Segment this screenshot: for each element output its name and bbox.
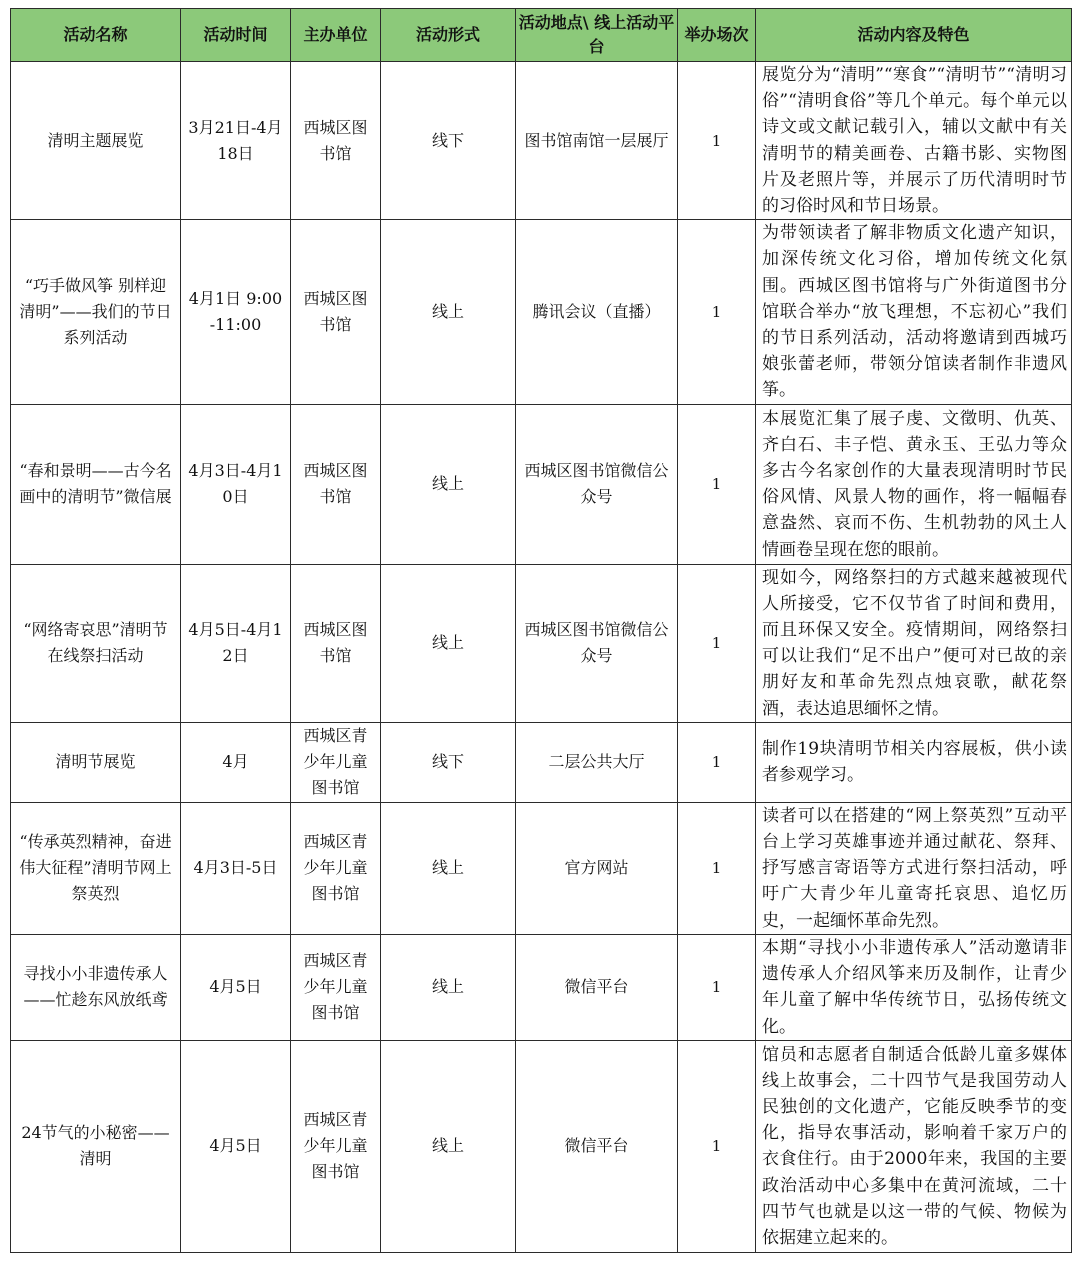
cell-content: 现如今，网络祭扫的方式越来越被现代人所接受，它不仅节省了时间和费用，而且环保又安全。疫情期间，网络祭扫可以让我们“足不出户”便可对已故的亲朋好友和革命先烈点烛哀歌，献花祭酒，表达追思缅怀之情。 bbox=[756, 564, 1072, 722]
cell-format: 线下 bbox=[381, 722, 516, 802]
header-location: 活动地点\ 线上活动平台 bbox=[516, 9, 678, 62]
cell-name: “春和景明——古今名画中的清明节”微信展 bbox=[11, 404, 181, 564]
cell-content: 为带领读者了解非物质文化遗产知识，加深传统文化习俗，增加传统文化氛围。西城区图书馆将与广外街道图书分馆联合举办“放飞理想，不忘初心”我们的节日系列活动，活动将邀请到西城巧娘张蕾老师，带领分馆读者制作非遗风筝。 bbox=[756, 220, 1072, 404]
header-format: 活动形式 bbox=[381, 9, 516, 62]
table-row bbox=[11, 1040, 1072, 1252]
header-count: 举办场次 bbox=[678, 9, 756, 62]
cell-format: 线上 bbox=[381, 934, 516, 1040]
header-organizer: 主办单位 bbox=[291, 9, 381, 62]
cell-content: 馆员和志愿者自制适合低龄儿童多媒体线上故事会，二十四节气是我国劳动人民独创的文化遗产，它能反映季节的变化，指导农事活动，影响着千家万户的衣食住行。由于2000年来，我国的主要政治活动中心多集中在黄河流域，二十四节气也就是以这一带的气候、物候为依据建立起来的。 bbox=[756, 1040, 1072, 1252]
cell-time: 4月5日-4月12日 bbox=[181, 564, 291, 722]
cell-time: 4月5日 bbox=[181, 934, 291, 1040]
table-row bbox=[11, 564, 1072, 722]
cell-organizer: 西城区图书馆 bbox=[291, 564, 381, 722]
cell-time: 3月21日-4月18日 bbox=[181, 62, 291, 220]
cell-format: 线上 bbox=[381, 802, 516, 934]
activity-table-container bbox=[10, 8, 1072, 1253]
table-row bbox=[11, 802, 1072, 934]
cell-time: 4月3日-4月10日 bbox=[181, 404, 291, 564]
cell-name: 寻找小小非遗传承人——忙趁东风放纸鸢 bbox=[11, 934, 181, 1040]
cell-location: 官方网站 bbox=[516, 802, 678, 934]
header-time: 活动时间 bbox=[181, 9, 291, 62]
cell-organizer: 西城区图书馆 bbox=[291, 404, 381, 564]
cell-location: 图书馆南馆一层展厅 bbox=[516, 62, 678, 220]
cell-organizer: 西城区青少年儿童图书馆 bbox=[291, 722, 381, 802]
table-row bbox=[11, 62, 1072, 220]
cell-name: 24节气的小秘密——清明 bbox=[11, 1040, 181, 1252]
cell-content: 读者可以在搭建的“网上祭英烈”互动平台上学习英雄事迹并通过献花、祭拜、抒写感言寄语等方式进行祭扫活动，呼吁广大青少年儿童寄托哀思、追忆历史，一起缅怀革命先烈。 bbox=[756, 802, 1072, 934]
cell-name: 清明节展览 bbox=[11, 722, 181, 802]
cell-content: 本期“寻找小小非遗传承人”活动邀请非遗传承人介绍风筝来历及制作，让青少年儿童了解中华传统节日，弘扬传统文化。 bbox=[756, 934, 1072, 1040]
table-row bbox=[11, 722, 1072, 802]
cell-location: 腾讯会议（直播） bbox=[516, 220, 678, 404]
cell-format: 线下 bbox=[381, 62, 516, 220]
cell-location: 西城区图书馆微信公众号 bbox=[516, 564, 678, 722]
cell-count: 1 bbox=[678, 564, 756, 722]
cell-format: 线上 bbox=[381, 220, 516, 404]
cell-count: 1 bbox=[678, 62, 756, 220]
cell-format: 线上 bbox=[381, 1040, 516, 1252]
cell-count: 1 bbox=[678, 802, 756, 934]
cell-name: “传承英烈精神，奋进伟大征程”清明节网上祭英烈 bbox=[11, 802, 181, 934]
cell-count: 1 bbox=[678, 934, 756, 1040]
cell-time: 4月1日 9:00-11:00 bbox=[181, 220, 291, 404]
cell-format: 线上 bbox=[381, 404, 516, 564]
cell-content: 本展览汇集了展子虔、文徵明、仇英、齐白石、丰子恺、黄永玉、王弘力等众多古今名家创作的大量表现清明时节民俗风情、风景人物的画作，将一幅幅春意盎然、哀而不伤、生机勃勃的风土人情画卷呈现在您的眼前。 bbox=[756, 404, 1072, 564]
table-row bbox=[11, 934, 1072, 1040]
table-row bbox=[11, 220, 1072, 404]
cell-organizer: 西城区图书馆 bbox=[291, 220, 381, 404]
cell-content: 展览分为“清明”“寒食”“清明节”“清明习俗”“清明食俗”等几个单元。每个单元以诗文或文献记载引入，辅以文献中有关清明节的精美画卷、古籍书影、实物图片及老照片等，并展示了历代清明时节的习俗时风和节日场景。 bbox=[756, 62, 1072, 220]
cell-time: 4月3日-5日 bbox=[181, 802, 291, 934]
cell-count: 1 bbox=[678, 1040, 756, 1252]
cell-content: 制作19块清明节相关内容展板，供小读者参观学习。 bbox=[756, 722, 1072, 802]
cell-count: 1 bbox=[678, 220, 756, 404]
cell-name: “巧手做风筝 别样迎清明”——我们的节日系列活动 bbox=[11, 220, 181, 404]
cell-location: 西城区图书馆微信公众号 bbox=[516, 404, 678, 564]
cell-organizer: 西城区青少年儿童图书馆 bbox=[291, 934, 381, 1040]
header-name: 活动名称 bbox=[11, 9, 181, 62]
header-row bbox=[11, 9, 1072, 62]
cell-format: 线上 bbox=[381, 564, 516, 722]
activity-table bbox=[10, 8, 1072, 1253]
cell-organizer: 西城区青少年儿童图书馆 bbox=[291, 802, 381, 934]
cell-organizer: 西城区图书馆 bbox=[291, 62, 381, 220]
cell-location: 微信平台 bbox=[516, 934, 678, 1040]
table-row bbox=[11, 404, 1072, 564]
cell-time: 4月5日 bbox=[181, 1040, 291, 1252]
cell-location: 二层公共大厅 bbox=[516, 722, 678, 802]
header-content: 活动内容及特色 bbox=[756, 9, 1072, 62]
cell-time: 4月 bbox=[181, 722, 291, 802]
cell-count: 1 bbox=[678, 722, 756, 802]
cell-count: 1 bbox=[678, 404, 756, 564]
cell-name: “网络寄哀思”清明节在线祭扫活动 bbox=[11, 564, 181, 722]
cell-organizer: 西城区青少年儿童图书馆 bbox=[291, 1040, 381, 1252]
cell-location: 微信平台 bbox=[516, 1040, 678, 1252]
cell-name: 清明主题展览 bbox=[11, 62, 181, 220]
